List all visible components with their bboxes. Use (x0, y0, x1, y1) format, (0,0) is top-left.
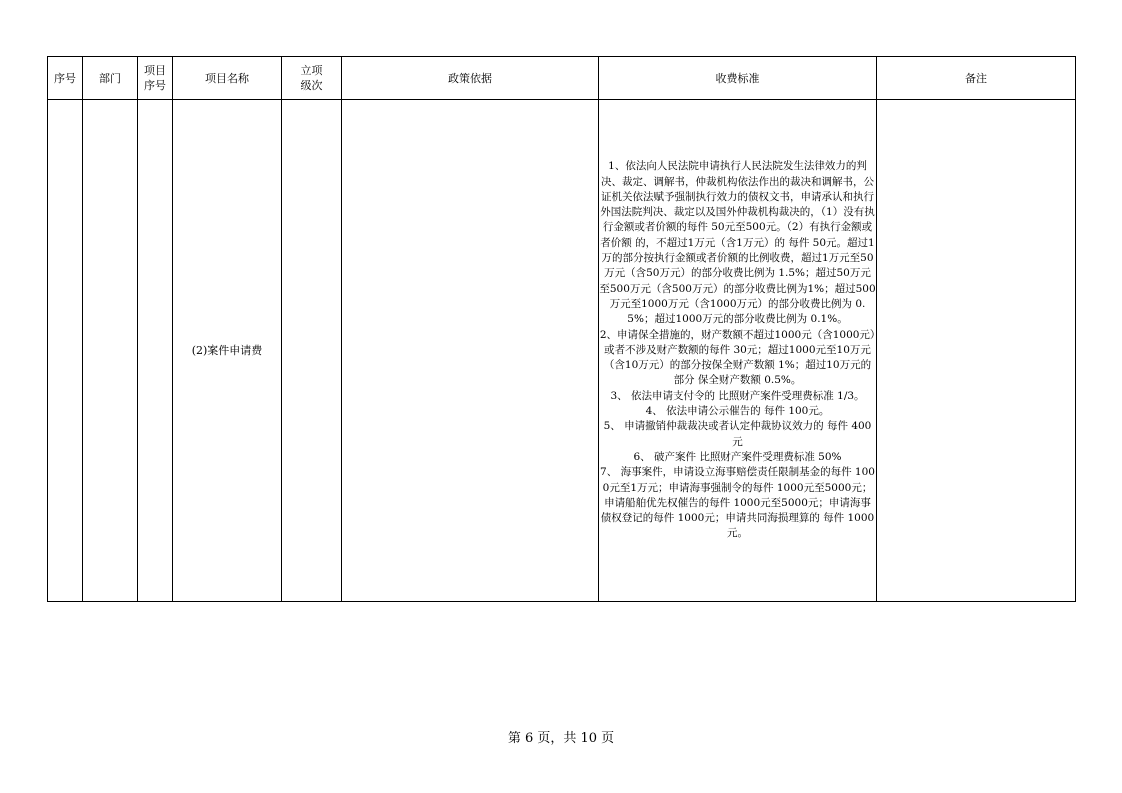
table-row (48, 100, 1076, 602)
header-department: 部门 (83, 57, 138, 100)
page-number: 第 6 页，共 10 页 (507, 731, 615, 746)
cell-remarks (877, 100, 1076, 602)
cell-item-name: (2)案件申请费 (173, 100, 282, 602)
cell-policy-basis (342, 100, 599, 602)
header-remarks: 备注 (877, 57, 1076, 100)
header-level: 立项 级次 (282, 57, 342, 100)
header-policy-basis: 政策依据 (342, 57, 599, 100)
fee-standard-line-6: 6、 破产案件 比照财产案件受理费标准 50% (633, 450, 842, 463)
cell-department (83, 100, 138, 602)
header-item-name: 项目名称 (173, 57, 282, 100)
cell-fee-standard (599, 100, 877, 602)
fee-standard-line-3: 3、 依法申请支付令的 比照财产案件受理费标准 1/3。 (610, 389, 865, 402)
cell-item-seq (138, 100, 173, 602)
cell-level (282, 100, 342, 602)
fee-standard-line-7: 7、 海事案件，申请设立海事赔偿责任限制基金的每件 1000元至1万元；申请海事强制令的每件 1000元至5000元；申请船舶优先权催告的每件 1000元至5000元；申请海事债权登记的每件 1000元；申请共同海损理算的 每件 1000元。 (600, 466, 875, 540)
fee-standard-line-5: 5、 申请撤销仲裁裁决或者认定仲裁协议效力的 每件 400元 (603, 420, 872, 448)
fee-table (47, 56, 1076, 602)
cell-seq (48, 100, 83, 602)
header-row (48, 57, 1076, 100)
header-fee-standard: 收费标准 (599, 57, 877, 100)
fee-standard-line-4: 4、 依法申请公示催告的 每件 100元。 (645, 405, 830, 418)
fee-standard-line-1: 1、依法向人民法院申请执行人民法院发生法律效力的判决、裁定、调解书，仲裁机构依法作出的裁决和调解书，公证机关依法赋予强制执行效力的债权文书，申请承认和执行外国法院判决、裁定以及国外仲裁机构裁决的，（1）没有执行金额或者价额的每件 50元至500元。（2）有执行金额或者价额 的，不超过1万元（含1万元）的 每件 50元。超过1万的部分按执行金额或者价额的比例收费，超过1万元至50万元（含50万元）的部分收费比例为 1.5%；超过50万元至500万元（含500万元）的部分收费比例为1%；超过500万元至1000万元（含1000万元）的部分收费比例为 0.5%；超过1000万元的部分收费比例为 0.1%。 (599, 160, 876, 326)
fee-standard-line-2: 2、申请保全措施的，财产数额不超过1000元（含1000元）或者不涉及财产数额的每件 30元；超过1000元至10万元（含10万元）的部分按保全财产数额 1%；超过10万元的部分 保全财产数额 0.5%。 (599, 328, 876, 387)
header-seq: 序号 (48, 57, 83, 100)
header-item-seq: 项目 序号 (138, 57, 173, 100)
